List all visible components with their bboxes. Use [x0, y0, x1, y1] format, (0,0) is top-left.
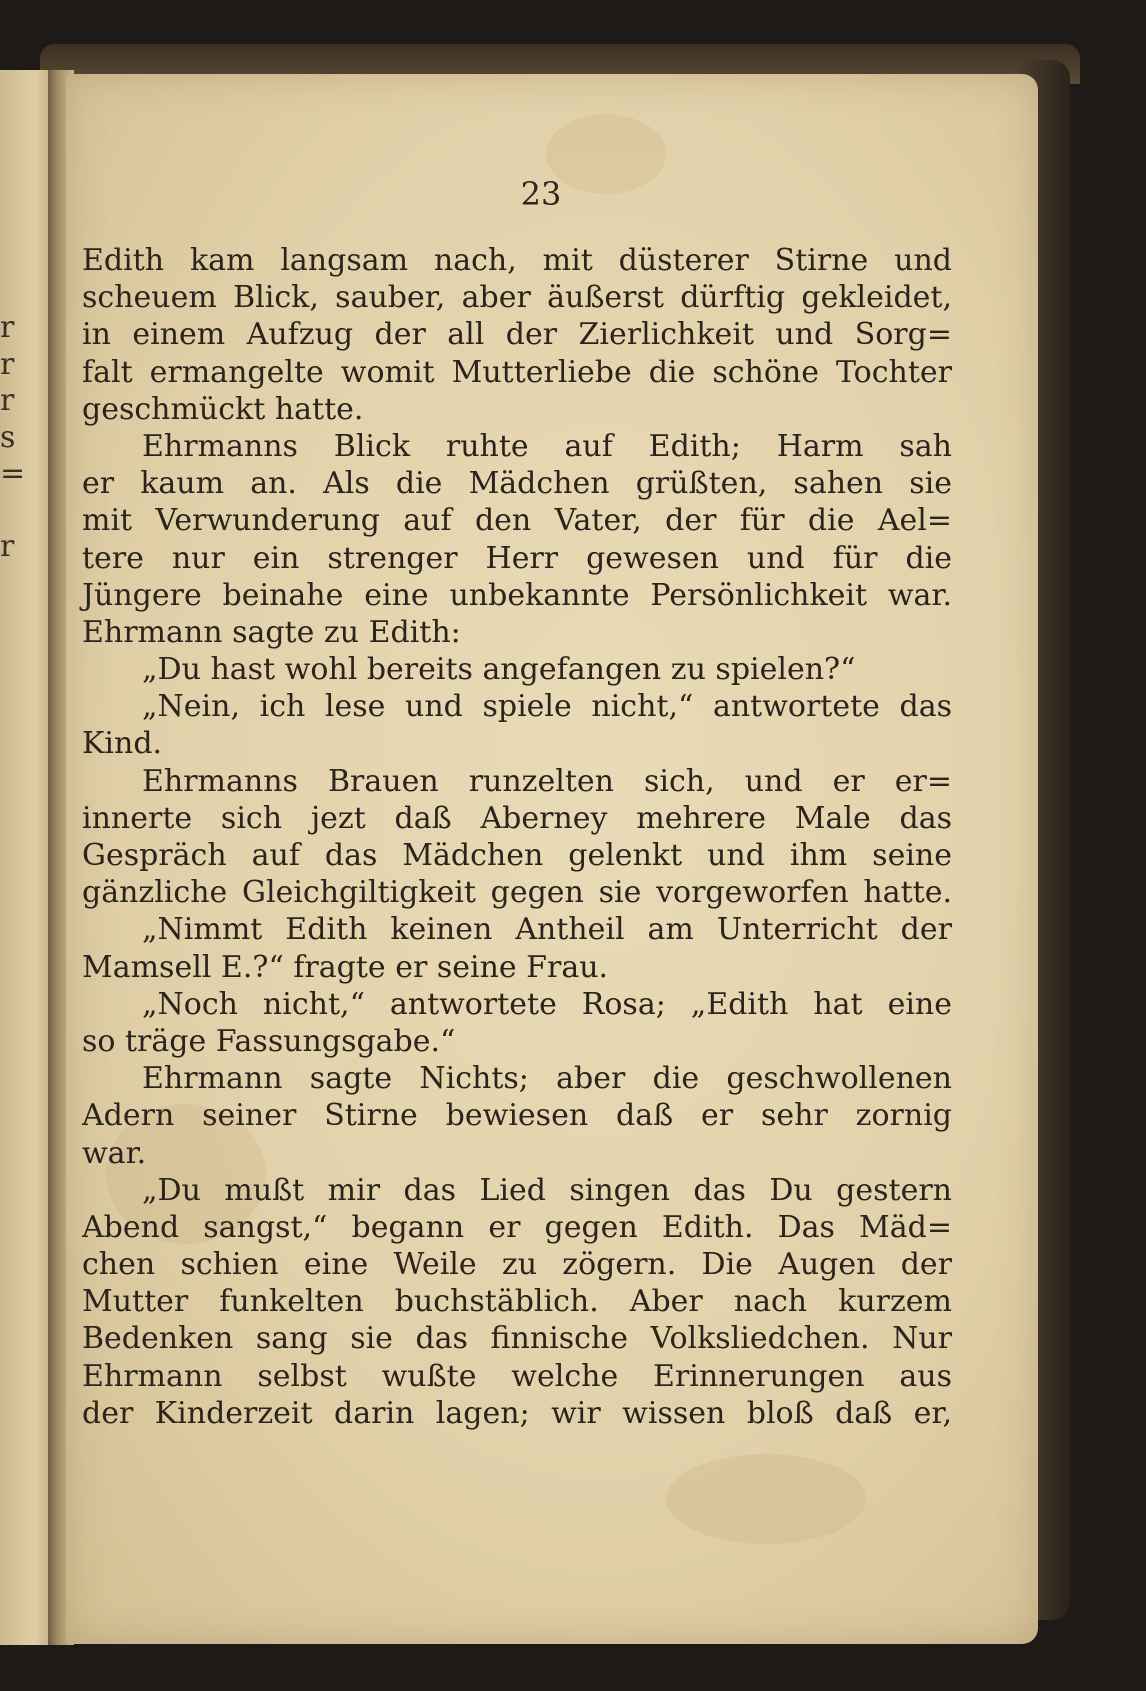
text-line: Ehrmann sagte Nichts; aber die geschwollenen — [142, 1061, 952, 1097]
text-line: Mamsell E.?“ fragte er seine Frau. — [82, 949, 609, 985]
left-page-fragment: r — [0, 310, 15, 345]
text-line: „Nimmt Edith keinen Antheil am Unterricht der — [142, 912, 952, 948]
left-page-fragment: r — [0, 529, 15, 564]
text-line: gänzliche Gleichgiltigkeit gegen sie vorgeworfen hatte. — [82, 875, 952, 911]
text-line: Adern seiner Stirne bewiesen daß er sehr zornig — [82, 1098, 952, 1134]
left-page-fragment: = — [0, 456, 26, 491]
text-line: Jüngere beinahe eine unbekannte Persönlichkeit war. — [82, 577, 952, 613]
text-line: falt ermangelte womit Mutterliebe die schöne Tochter — [82, 354, 952, 390]
right-page — [66, 74, 1038, 1644]
text-line: „Noch nicht,“ antwortete Rosa; „Edith hat eine — [142, 986, 952, 1022]
page-number: 23 — [520, 175, 562, 213]
page-text — [82, 242, 952, 1432]
text-line: er kaum an. Als die Mädchen grüßten, sahen sie — [82, 466, 952, 502]
left-page-fragment — [0, 493, 14, 530]
text-line: scheuem Blick, sauber, aber äußerst dürftig gekleidet, — [82, 280, 952, 316]
left-page-fragment: r — [0, 346, 15, 382]
text-line: „Du mußt mir das Lied singen das Du gestern — [142, 1172, 952, 1208]
text-line: Ehrmanns Brauen runzelten sich, und er er= — [142, 763, 952, 799]
text-line: Edith kam langsam nach, mit düsterer Stirne und — [82, 243, 952, 278]
text-line: Mutter funkelten buchstäblich. Aber nach kurzem — [82, 1284, 952, 1320]
text-line: Ehrmann selbst wußte welche Erinnerungen aus — [82, 1358, 952, 1394]
text-line: Kind. — [82, 726, 163, 762]
left-page-fragment: s — [0, 419, 16, 455]
text-line: tere nur ein strenger Herr gewesen und für die — [82, 540, 952, 576]
text-line: war. — [82, 1135, 147, 1171]
text-line: innerte sich jezt daß Aberney mehrere Male das — [82, 800, 952, 836]
text-line: Ehrmanns Blick ruhte auf Edith; Harm sah — [142, 428, 952, 464]
page-stain — [666, 1454, 866, 1544]
text-line: in einem Aufzug der all der Zierlichkeit und Sorg= — [82, 317, 952, 353]
left-page-fragment: r — [0, 383, 15, 418]
text-line: Ehrmann sagte zu Edith: — [82, 614, 461, 650]
text-line: „Du hast wohl bereits angefangen zu spielen?“ — [142, 652, 856, 688]
left-page-text-fragments — [0, 310, 26, 566]
text-line: Abend sangst,“ begann er gegen Edith. Das Mäd= — [82, 1209, 952, 1245]
text-line: geschmückt hatte. — [82, 391, 364, 427]
text-line: chen schien eine Weile zu zögern. Die Augen der — [82, 1247, 952, 1283]
text-line: Bedenken sang sie das finnische Volksliedchen. Nur — [82, 1321, 952, 1357]
text-line: „Nein, ich lese und spiele nicht,“ antwortete das — [142, 689, 952, 725]
text-line: mit Verwunderung auf den Vater, der für die Ael= — [82, 503, 952, 539]
text-line: so träge Fassungsgabe.“ — [82, 1023, 456, 1059]
text-line: Gespräch auf das Mädchen gelenkt und ihm seine — [82, 838, 952, 873]
text-line: der Kinderzeit darin lagen; wir wissen bloß daß er, — [82, 1395, 952, 1431]
